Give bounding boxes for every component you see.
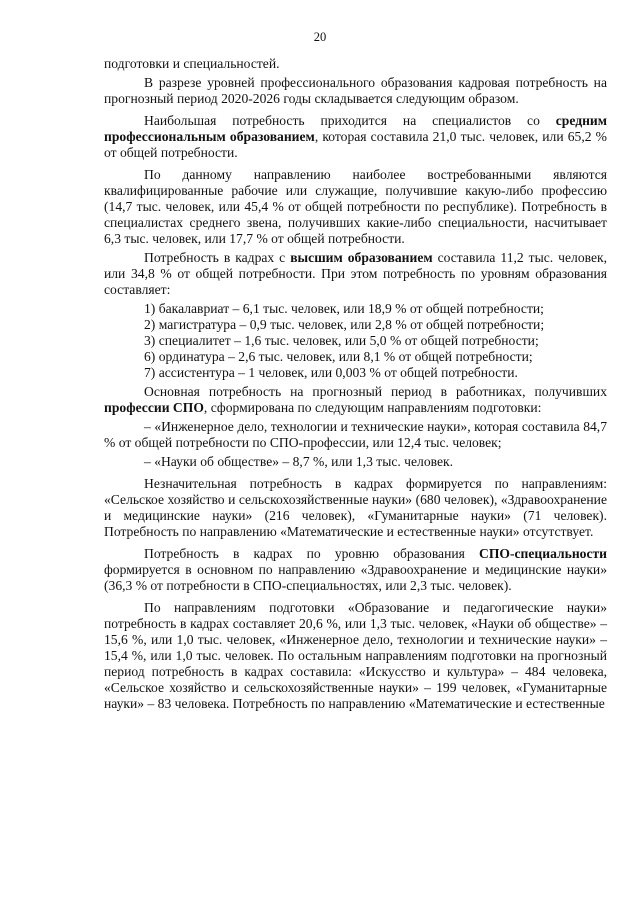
paragraph-qualified-workers: По данному направлению наиболее востребованными являются квалифицированные рабочие или служащие, получившие какую-либо профессию (14,7 тыс. человек, или 45,4 % от общей потребности по республике). Потребность в специалистах среднего звена, получивших какие-либо специальности, насчитывает 6,3 тыс. человек, или 17,7 % от общей потребности. [104, 167, 607, 246]
list-item: 2) магистратура – 0,9 тыс. человек, или 2,8 % от общей потребности; [144, 317, 545, 332]
bold-term-higher: высшим образованием [290, 250, 433, 265]
education-levels-list [104, 301, 607, 381]
dash-item-social-sciences: – «Науки об обществе» – 8,7 %, или 1,3 тыс. человек. [144, 454, 453, 469]
list-item: 3) специалитет – 1,6 тыс. человек, или 5,0 % от общей потребности; [144, 333, 539, 348]
bold-term-spo-specialties: СПО-специальности [479, 546, 607, 561]
paragraph-secondary-education [104, 113, 607, 161]
text-span: , сформирована по следующим направлениям подготовки: [203, 400, 542, 415]
paragraph-levels-intro: В разрезе уровней профессионального образования кадровая потребность на прогнозный период 2020-2026 годы складывается следующим образом. [104, 75, 607, 106]
paragraph-training-directions: По направлениям подготовки «Образование и педагогические науки» потребность в кадрах составляет 20,6 %, или 1,3 тыс. человек, «Науки об обществе» – 15,6 %, или 1,0 тыс. человек, «Инженерное дело, технологии и технические науки» – 15,4 %, или 1,0 тыс. человек. По остальным направлениям подготовки на прогнозный период потребность в кадрах составила: «Искусство и культура» – 484 человека, «Сельское хозяйство и сельскохозяйственные науки» – 199 человек, «Гуманитарные науки» – 83 человека. Потребность по направлению «Математические и естественные [104, 600, 607, 711]
paragraph-higher-education [104, 250, 607, 298]
paragraph-spo-specialties [104, 546, 607, 594]
text-span: Потребность в кадрах с [144, 250, 291, 265]
paragraph-spo-professions [104, 384, 607, 416]
text-span: , которая составила 21,0 тыс. человек, или 65,2 % от общей потребности. [104, 129, 608, 160]
paragraph-continuation: подготовки и специальностей. [104, 56, 280, 71]
paragraph-minor-demand: Незначительная потребность в кадрах формируется по направлениям: «Сельское хозяйство и сельскохозяйственные науки» (680 человек), «Здравоохранение и медицинские науки» (216 человек), «Гуманитарные науки» (71 человек). Потребность по направлению «Математические и естественные науки» отсутствует. [104, 476, 607, 539]
list-item: 7) ассистентура – 1 человек, или 0,003 % от общей потребности. [144, 365, 518, 380]
document-body [104, 56, 607, 712]
text-span: составила 11,2 тыс. человек, или 34,8 % от общей потребности. При этом потребность по уровням образования составляет: [104, 250, 607, 297]
list-item: 1) бакалавриат – 6,1 тыс. человек, или 18,9 % от общей потребности; [144, 301, 544, 316]
text-span: Основная потребность на прогнозный период в работниках, получивших [144, 384, 607, 399]
text-span: формируется в основном по направлению «Здравоохранение и медицинские науки» (36,3 % от потребности в СПО-специальностях, или 2,3 тыс. человек). [104, 562, 607, 593]
bold-term-spo-professions: профессии СПО [104, 400, 204, 415]
text-span: Потребность в кадрах по уровню образования [144, 546, 480, 561]
page-number: 20 [313, 30, 327, 44]
bold-term-secondary: средним профессиональным образованием [104, 113, 607, 144]
dash-item-engineering: – «Инженерное дело, технологии и технические науки», которая составила 84,7 % от общей потребности по СПО-профессии, или 12,4 тыс. человек; [104, 419, 607, 450]
text-span: Наибольшая потребность приходится на специалистов со [144, 113, 556, 128]
list-item: 6) ординатура – 2,6 тыс. человек, или 8,1 % от общей потребности; [144, 349, 533, 364]
